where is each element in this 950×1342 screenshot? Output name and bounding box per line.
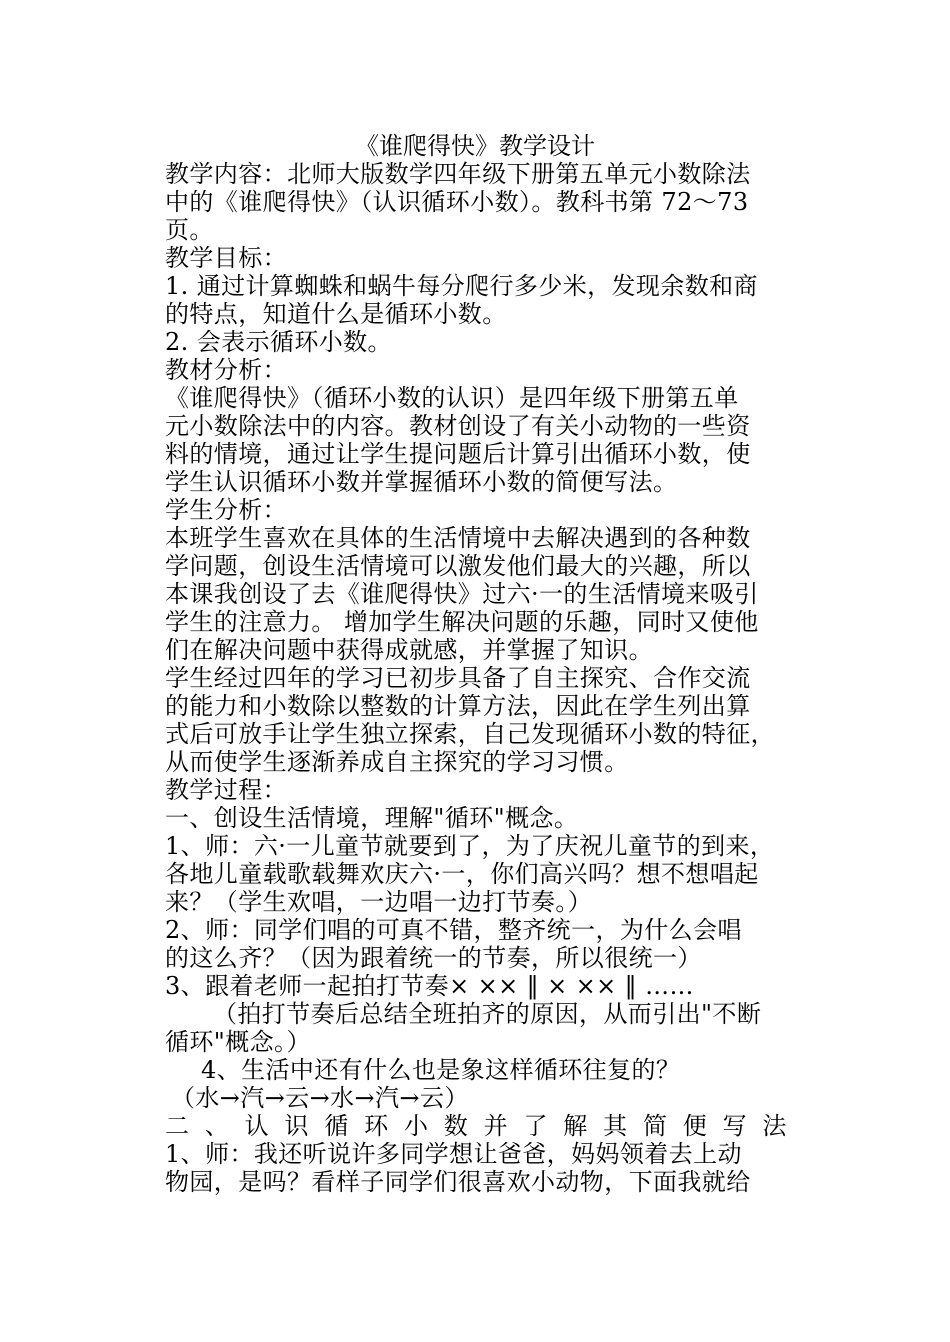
- heading-char: 解: [563, 1112, 588, 1140]
- text-line: 从而使学生逐渐养成自主探究的学习习惯。: [165, 748, 629, 776]
- text-line: 料的情境，通过让学生提问题后计算引出循环小数，使: [165, 440, 751, 468]
- heading-char: 认: [244, 1112, 270, 1140]
- section-heading: 教学目标：: [165, 244, 287, 272]
- text-line: 学生的注意力。 增加学生解决问题的乐趣，同时又使他: [165, 608, 759, 636]
- heading-char: 环: [364, 1112, 389, 1140]
- heading-char: 其: [603, 1112, 628, 1140]
- heading-char: 、: [204, 1112, 230, 1140]
- text-line: 式后可放手让学生独立探索，自己发现循环小数的特征，: [165, 720, 775, 748]
- text-line: 《谁爬得快》（循环小数的认识）是四年级下册第五单: [165, 384, 739, 412]
- text-line: 的特点，知道什么是循环小数。: [165, 300, 507, 328]
- heading-char: 并: [483, 1112, 509, 1140]
- text-line: 页。: [165, 216, 214, 244]
- heading-char: 循: [324, 1112, 349, 1140]
- heading-char: 便: [682, 1112, 708, 1140]
- text-line: 各地儿童载歌载舞欢庆六·一，你们高兴吗？想不想唱起: [165, 860, 759, 888]
- text-line: 的这么齐？（因为跟着统一的节奏，所以很统一）: [165, 944, 702, 972]
- heading-char: 数: [443, 1112, 469, 1140]
- text-line: 1、师：我还听说许多同学想让爸爸，妈妈领着去上动: [165, 1140, 742, 1168]
- text-line: 4、生活中还有什么也是象这样循环往复的？: [201, 1056, 681, 1084]
- text-line: 学生认识循环小数并掌握循环小数的简便写法。: [165, 468, 678, 496]
- text-line: 本班学生喜欢在具体的生活情境中去解决遇到的各种数: [165, 524, 751, 552]
- text-line: 教学内容：北师大版数学四年级下册第五单元小数除法: [165, 160, 751, 188]
- text-line: 2、师：同学们唱的可真不错，整齐统一，为什么会唱: [165, 916, 742, 944]
- text-line: 2. 会表示循环小数。: [165, 328, 392, 356]
- heading-char: 写: [722, 1112, 747, 1140]
- heading-char: 了: [523, 1112, 548, 1140]
- document-title: 《谁爬得快》教学设计: [355, 132, 595, 160]
- text-line: （拍打节奏后总结全班拍齐的原因，从而引出"不断: [213, 1000, 762, 1028]
- heading-char: 法: [762, 1112, 787, 1140]
- text-line: 元小数除法中的内容。教材创设了有关小动物的一些资: [165, 412, 751, 440]
- text-line: 学问题，创设生活情境可以激发他们最大的兴趣，所以: [165, 552, 751, 580]
- section-heading: 教材分析：: [165, 356, 287, 384]
- text-line: 循环"概念。）: [165, 1028, 311, 1056]
- heading-char: 小: [403, 1112, 429, 1140]
- section-heading-justified: [165, 1112, 787, 1140]
- text-line: 的能力和小数除以整数的计算方法，因此在学生列出算: [165, 692, 751, 720]
- text-line: （水→汽→云→水→汽→云）: [171, 1084, 469, 1112]
- heading-char: 识: [284, 1112, 309, 1140]
- section-heading: 教学过程：: [165, 776, 287, 804]
- text-line: 本课我创设了去《谁爬得快》过六·一的生活情境来吸引: [165, 580, 759, 608]
- text-line: 一、创设生活情境，理解"循环"概念。: [165, 804, 579, 832]
- text-line: 1、师：六·一儿童节就要到了，为了庆祝儿童节的到来，: [165, 832, 775, 860]
- text-line: 来？（学生欢唱，一边唱一边打节奏。）: [165, 888, 593, 916]
- heading-char: 简: [642, 1112, 668, 1140]
- heading-char: 二: [165, 1112, 190, 1140]
- text-line: 3、跟着老师一起拍打节奏× ×× ‖ × ×× ‖ ……: [165, 972, 694, 1000]
- text-line: 物园，是吗？看样子同学们很喜欢小动物，下面我就给: [165, 1168, 751, 1196]
- text-line: 们在解决问题中获得成就感，并掌握了知识。: [165, 636, 653, 664]
- text-line: 1. 通过计算蜘蛛和蜗牛每分爬行多少米，发现余数和商: [165, 272, 758, 300]
- text-line: 学生经过四年的学习已初步具备了自主探究、合作交流: [165, 664, 751, 692]
- text-line: 中的《谁爬得快》（认识循环小数）。教科书第 72～73: [165, 188, 749, 216]
- section-heading: 学生分析：: [165, 496, 287, 524]
